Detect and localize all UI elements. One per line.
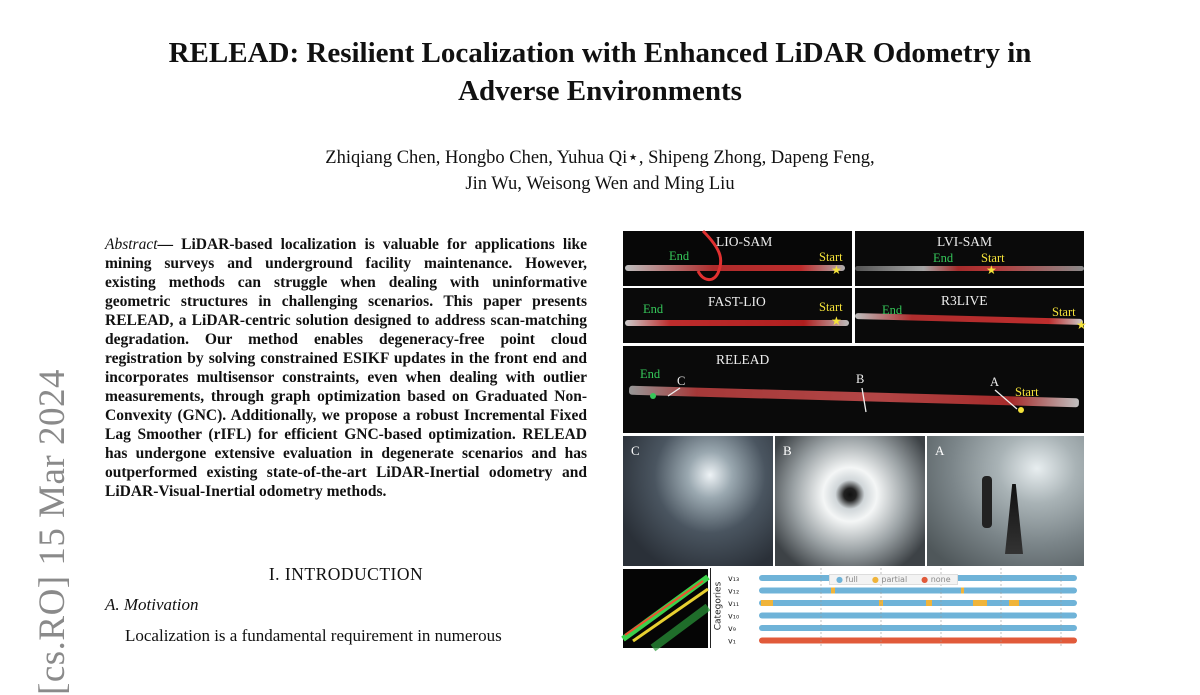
panel-method-label: FAST-LIO [708, 294, 766, 309]
chart-tick-label: v₁₀ [728, 611, 740, 621]
chart-bar [759, 588, 1077, 594]
worker-figure [982, 476, 992, 528]
photo-tunnel-a [927, 436, 1084, 566]
photo-label: B [783, 443, 792, 458]
legend-full: ● full [836, 575, 858, 584]
point-b-label: B [856, 372, 865, 386]
chart-partial-segment [1009, 600, 1019, 606]
photo-tunnel-c [623, 436, 773, 566]
photo-label: A [935, 443, 945, 458]
start-label: Start [1015, 385, 1039, 399]
start-label: Start [981, 251, 1005, 265]
chart-tick-label: v₁₁ [728, 599, 740, 608]
title-line-2: Adverse Environments [458, 75, 742, 107]
chart-bar [759, 600, 1077, 606]
chart-partial-segment [926, 600, 932, 606]
authors-line-2: Jin Wu, Weisong Wen and Ming Liu [465, 174, 735, 194]
chart-partial-segment [761, 600, 773, 606]
legend-partial: ● partial [871, 575, 908, 584]
chart-partial-segment [973, 600, 987, 606]
panel-fast-lio [623, 288, 852, 343]
end-label: End [640, 367, 661, 381]
start-star-icon: ★ [986, 263, 997, 277]
chart-bar [759, 638, 1077, 644]
abstract-lead: Abstract [105, 236, 158, 253]
panel-relead [623, 346, 1084, 433]
point-a-label: A [990, 375, 1000, 389]
chart-tick-label: v₁₃ [728, 574, 740, 583]
start-star-icon: ★ [831, 314, 842, 328]
panel-method-label: RELEAD [716, 352, 770, 367]
trajectory-3d-plot [623, 569, 708, 648]
panel-method-label: R3LIVE [941, 293, 988, 308]
author-list [160, 145, 1040, 197]
chart-bar [759, 613, 1077, 619]
chart-tick-label: v₉ [728, 624, 736, 633]
trajectory-trail [625, 320, 849, 326]
authors-line-1: Zhiqiang Chen, Hongbo Chen, Yuhua Qi⋆, Shipeng Zhong, Dapeng Feng, [325, 148, 875, 168]
title-line-1: RELEAD: Resilient Localization with Enhanced LiDAR Odometry in [168, 37, 1032, 69]
trajectory-3d-thumbnail [623, 569, 708, 648]
paper-title [60, 34, 1140, 110]
photo-tunnel-b [775, 436, 925, 566]
pointer-lines [623, 346, 1084, 433]
point-c-label: C [677, 374, 686, 388]
trajectory-trail [855, 266, 1084, 271]
intro-paragraph: Localization is a fundamental requirement in numerous [125, 626, 502, 645]
panel-method-label: LVI-SAM [937, 234, 993, 249]
panel-r3live [855, 288, 1087, 343]
end-label: End [933, 251, 954, 265]
end-label: End [643, 302, 664, 316]
arxiv-stamp: [cs.RO] 15 Mar 2024 [32, 368, 73, 695]
panel-method-label: LIO-SAM [716, 234, 773, 249]
section-heading: I. INTRODUCTION [268, 564, 424, 584]
category-chart [710, 568, 1085, 648]
chart-tick-label: v₁ [728, 636, 736, 646]
chart-tick-label: v₁₂ [728, 586, 740, 596]
end-label: End [882, 303, 903, 317]
chart-legend [829, 574, 958, 585]
chart-partial-segment [831, 588, 835, 594]
start-star-icon: ★ [1076, 318, 1087, 332]
end-label: End [669, 249, 690, 263]
chart-y-axis-title: Categories [713, 581, 724, 631]
chart-bar [759, 625, 1077, 631]
start-label: Start [1052, 305, 1076, 319]
panel-lio-sam [623, 231, 852, 286]
start-label: Start [819, 300, 843, 314]
abstract-text: — LiDAR-based localization is valuable for applications like mining surveys and underground facility maintenance. However, existing methods can struggle when dealing with uninformative geometric structures in challenging scenarios. This paper presents RELEAD, a LiDAR-centric solution designed to address scan-matching degradation. Our method enables degeneracy-free point cloud registration by solving constrained ESIKF updates in the front end and incorporates multisensor constraints, even when dealing with outlier measurements, through graph optimization based on Graduated Non-Convexity (GNC). Additionally, we propose a robust Incremental Fixed Lag Smoother (rIFL) for efficient GNC-based optimization. RELEAD has undergone extensive evaluation in degenerate scenarios and has outperformed existing state-of-the-art LiDAR-Inertial odometry and LiDAR-Visual-Inertial odometry methods. [105, 236, 587, 500]
panel-lvi-sam [855, 231, 1084, 286]
sensor-rig [1005, 484, 1023, 554]
start-star-icon: ★ [831, 263, 842, 277]
abstract [105, 235, 587, 501]
subsection-heading: A. Motivation [105, 595, 199, 614]
chart-partial-segment [961, 588, 964, 594]
photo-label: C [631, 443, 640, 458]
legend-none: ● none [921, 575, 951, 584]
start-label: Start [819, 250, 843, 264]
